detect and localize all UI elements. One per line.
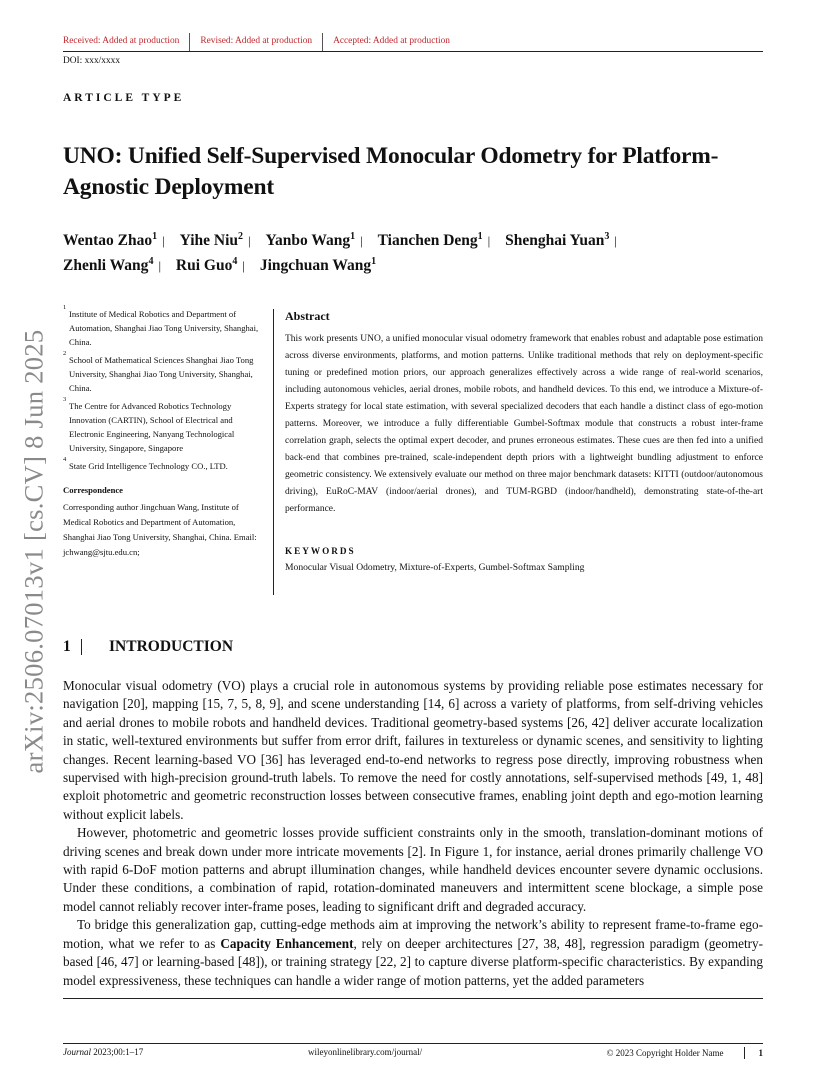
- page-number: 1: [758, 1048, 763, 1058]
- arxiv-stamp: [6, 310, 62, 792]
- accepted-date: Accepted: Added at production: [333, 36, 450, 46]
- received-date: Received: Added at production: [63, 33, 190, 51]
- section-divider: [81, 639, 82, 655]
- author: Jingchuan Wang$^1$: [259, 256, 377, 274]
- author-list: [63, 228, 763, 278]
- introduction-body: [63, 677, 763, 990]
- submission-dates: [63, 33, 763, 53]
- copyright: © 2023 Copyright Holder Name: [606, 1048, 724, 1058]
- article-type: ARTICLE TYPE: [63, 92, 185, 104]
- footer: [63, 1047, 763, 1061]
- correspondence-heading: Correspondence: [63, 485, 123, 495]
- section-title: INTRODUCTION: [109, 638, 234, 655]
- correspondence-text: Corresponding author Jingchuan Wang, Institute of Medical Robotics and Department of Automation, Shanghai Jiao Tong University, Shanghai, China. Email: jchwang@sjtu.edu.cn;: [63, 502, 257, 557]
- author: Shenghai Yuan$^3$ |: [505, 231, 617, 249]
- footer-rule: [63, 1043, 763, 1044]
- abstract-heading: Abstract: [285, 309, 330, 323]
- author: Rui Guo$^4$ |: [175, 256, 245, 274]
- column-divider: [273, 309, 274, 595]
- affiliations-column: [63, 304, 267, 560]
- section-number: 1: [63, 638, 71, 655]
- author: Yanbo Wang$^1$ |: [265, 231, 363, 249]
- journal-url: wileyonlinelibrary.com/journal/: [308, 1047, 423, 1057]
- paragraph: Monocular visual odometry (VO) plays a crucial role in autonomous systems by providing reliable pose estimates necessary for navigation [20], mapping [15, 7, 5, 8, 9], and scene understanding [14, 6] across a variety of platforms, from self-driving vehicles and aerial drones to mobile robots and handheld devices. Traditional geometry-based systems [26, 42] deliver accurate localization in static, well-textured environments but suffer from error drift, failures in textureless or dynamic scenes, and sensitivity to lighting changes. Recent learning-based VO [36] has leveraged end-to-end networks to regress pose directly, improving robustness when supervised with high-precision ground-truth labels. To remove the need for costly annotations, self-supervised methods [49, 1, 48] exploit photometric and geometric reconstruction losses between consecutive frames, enabling joint depth and ego-motion learning without explicit labels.: [63, 678, 763, 822]
- affiliation: 1 Institute of Medical Robotics and Department of Automation, Shanghai Jiao Tong University, Shanghai, China.: [63, 304, 259, 347]
- author: Tianchen Deng$^1$ |: [377, 231, 491, 249]
- arxiv-stamp-text: arXiv:2506.07013v1 [cs.CV] 8 Jun 2025: [18, 329, 49, 773]
- paragraph: To bridge this generalization gap, cutting-edge methods aim at improving the network’s ability to represent frame-to-frame ego-motion, what we refer to as Capacity Enhancement, rely on deeper architectures [27, 38, 48], regression paradigm (geometry-based [46, 47] or learning-based [48]), or training strategy [22, 2] to capture diverse platform-specific characteristics. By expanding model expressiveness, these techniques can handle a wider range of motion patterns, yet the added parameters: [63, 917, 763, 988]
- affiliation: 3 The Centre for Advanced Robotics Technology Innovation (CARTIN), School of Electrical and Electronic Engineering, Nanyang Technological University, Singapore, Singapore: [63, 396, 235, 453]
- revised-date: Revised: Added at production: [200, 33, 323, 51]
- author: Wentao Zhao$^1$ |: [63, 231, 165, 249]
- body-end-rule: [63, 998, 763, 999]
- section-heading: [63, 638, 233, 656]
- header-rule: [63, 51, 763, 52]
- paper-title: UNO: Unified Self-Supervised Monocular Odometry for Platform-Agnostic Deployment: [63, 143, 719, 200]
- affiliation: 2 School of Mathematical Sciences Shanghai Jiao Tong University, Shanghai Jiao Tong University, Shanghai, China.: [63, 350, 254, 393]
- paragraph: However, photometric and geometric losses provide sufficient constraints only in the smooth, translation-dominant motions of driving scenes and break down under more intricate movements [2]. In Figure 1, for instance, aerial drones primarily challenge VO with rapid 6-DoF motion patterns and abrupt illumination changes, while handheld devices encounter severe dynamic occlusions. Under these conditions, a combination of rapid, rotation-dominated maneuvers and intermittent scene blockage, a simple pose model cannot reliably recover inter-frame poses, leading to significant drift and degraded accuracy.: [63, 825, 763, 914]
- doi: DOI: xxx/xxxx: [63, 56, 121, 66]
- abstract-text: This work presents UNO, a unified monocular visual odometry framework that enables robust and adaptable pose estimation across diverse environments, platforms, and motion patterns. Unlike traditional methods that rely on deployment-specific tuning or predefined motion priors, our approach generalizes effectively across a wide range of real-world scenarios, including autonomous vehicles, aerial drones, mobile robots, and handheld devices. To this end, we introduce a Mixture-of-Experts strategy for local state estimation, with several specialized decoders that each handle a distinct class of ego-motion patterns. Moreover, we introduce a fully differentiable Gumbel-Softmax module that constructs a robust inter-frame correlation graph, selects the optimal expert decoder, and prunes erroneous estimates. These cues are then fed into a unified back-end that combines pre-trained, scale-independent depth priors with a lightweight bundling adjustment to enforce geometric consistency. We extensively evaluate our method on three major benchmark datasets: KITTI (outdoor/autonomous driving), EuRoC-MAV (indoor/aerial drones), and TUM-RGBD (indoor/handheld), demonstrating state-of-the-art performance.: [285, 334, 763, 514]
- journal-info: Journal 2023;00:1–17: [63, 1047, 144, 1057]
- affiliation: 4 State Grid Intelligence Technology CO., LTD.: [63, 456, 228, 471]
- footer-right: [607, 1047, 763, 1059]
- author: Yihe Niu$^2$ |: [179, 231, 251, 249]
- author: Zhenli Wang$^4$ |: [63, 256, 162, 274]
- keywords-text: Monocular Visual Odometry, Mixture-of-Experts, Gumbel-Softmax Sampling: [285, 562, 585, 573]
- emphasis: Capacity Enhancement: [220, 935, 354, 951]
- footer-divider: [744, 1047, 745, 1059]
- keywords-heading: KEYWORDS: [285, 546, 356, 556]
